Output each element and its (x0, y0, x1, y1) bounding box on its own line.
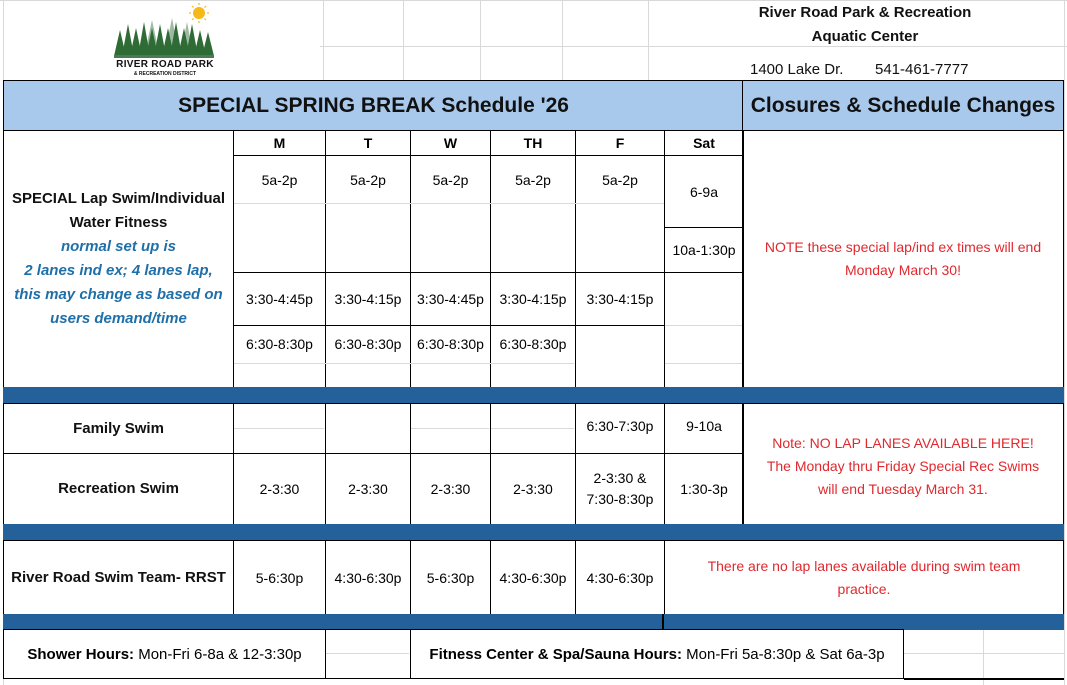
family-t (325, 403, 411, 454)
lap-morning-f (575, 155, 665, 273)
logo-name: RIVER ROAD PARK (116, 59, 214, 70)
lap-afternoon-f: 3:30-4:15p (575, 272, 665, 326)
shower-hours-value: Mon-Fri 6-8a & 12-3:30p (134, 645, 302, 663)
fitness-hours-cell (410, 629, 904, 679)
gridline (320, 46, 1067, 47)
org-name: River Road Park & Recreation (758, 4, 972, 21)
footer-bottom-border (904, 678, 1064, 680)
lap-morning-t (325, 155, 411, 273)
lap-swim-note-4: users demand/time (50, 310, 187, 327)
rec-t: 2-3:30 (325, 453, 411, 525)
rec-closure-note-3: will end Tuesday March 31. (818, 480, 988, 497)
lap-morning-m (233, 155, 326, 273)
team-t: 4:30-6:30p (325, 540, 411, 615)
day-header-w: W (410, 130, 491, 156)
day-header-f: F (575, 130, 665, 156)
gridline (411, 428, 489, 429)
rec-swim-label: Recreation Swim (3, 453, 234, 525)
lap-swim-note-3: this may change as based on (14, 286, 223, 303)
gridline (234, 203, 664, 204)
swim-team-label: River Road Swim Team- RRST (3, 540, 234, 615)
time-text: 6:30-8:30p (246, 336, 313, 352)
rec-closure-note-cell (742, 403, 1064, 525)
day-header-t: T (325, 130, 411, 156)
lap-afternoon-m: 3:30-4:45p (233, 272, 326, 326)
lap-evening-th (490, 325, 576, 388)
gridline (403, 0, 404, 80)
page-title (3, 80, 744, 131)
shower-hours-cell (3, 629, 326, 679)
family-f: 6:30-7:30p (575, 403, 665, 454)
time-text: 6:30-8:30p (334, 336, 402, 352)
gridline (665, 325, 743, 326)
gridline (904, 653, 1064, 654)
lap-swim-note-2: 2 lanes ind ex; 4 lanes lap, (24, 262, 213, 279)
section-divider (3, 614, 1064, 630)
gridline (665, 363, 743, 364)
gridline (234, 363, 574, 364)
org-facility: Aquatic Center (811, 28, 919, 45)
lap-morning-w (410, 155, 491, 273)
fitness-hours-value: Mon-Fri 5a-8:30p & Sat 6a-3p (681, 645, 885, 663)
time-text: 6:30-8:30p (417, 336, 484, 352)
rec-f-line1: 2-3:30 & (593, 470, 647, 486)
time-text: 6:30-8:30p (499, 336, 567, 352)
lap-evening-f-empty (575, 325, 665, 388)
closures-title (742, 80, 1064, 131)
section-divider (3, 387, 1064, 404)
team-th: 4:30-6:30p (490, 540, 576, 615)
rec-closure-note-1: Note: NO LAP LANES AVAILABLE HERE! (772, 434, 1034, 451)
gridline (648, 0, 649, 80)
time-text: 5a-2p (432, 172, 469, 188)
day-header-th: TH (490, 130, 576, 156)
lap-evening-t (325, 325, 411, 388)
time-text: 5a-2p (350, 172, 386, 188)
lap-sat-empty (664, 272, 744, 388)
rec-m: 2-3:30 (233, 453, 326, 525)
team-f: 4:30-6:30p (575, 540, 665, 615)
shower-hours-label: Shower Hours: (27, 645, 135, 663)
rec-f (575, 453, 665, 525)
lap-swim-label-cell (3, 130, 234, 388)
gridline (323, 0, 324, 80)
lap-sat-2: 10a-1:30p (664, 227, 744, 273)
day-header-sat: Sat (664, 130, 744, 156)
family-sat: 9-10a (664, 403, 744, 454)
rec-th: 2-3:30 (490, 453, 576, 525)
forest-sun-logo-icon (112, 2, 222, 60)
logo-subtitle: & RECREATION DISTRICT (133, 71, 197, 77)
lap-closure-note-cell (742, 130, 1064, 388)
gridline (562, 0, 563, 80)
lap-morning-th (490, 155, 576, 273)
gridline (234, 428, 324, 429)
family-swim-label: Family Swim (3, 403, 234, 454)
gridline (0, 0, 1067, 1)
gridline (983, 630, 984, 685)
team-w: 5-6:30p (410, 540, 491, 615)
lap-afternoon-t: 3:30-4:15p (325, 272, 411, 326)
lap-afternoon-th: 3:30-4:15p (490, 272, 576, 326)
rec-closure-note-2: The Monday thru Friday Special Rec Swims (766, 457, 1040, 474)
team-note: There are no lap lanes available during swim team practice. (707, 557, 1021, 597)
rec-f-line2: 7:30-8:30p (586, 491, 654, 507)
gridline (1064, 0, 1065, 685)
lap-swim-label: SPECIAL Lap Swim/Individual Water Fitness (11, 190, 226, 231)
rec-sat: 1:30-3p (664, 453, 744, 525)
divider-tick (662, 614, 664, 630)
lap-evening-m (233, 325, 326, 388)
lap-evening-w (410, 325, 491, 388)
fitness-hours-label: Fitness Center & Spa/Sauna Hours: (429, 645, 682, 663)
lap-sat-1: 6-9a (664, 155, 744, 228)
logo (112, 2, 222, 78)
gridline (491, 428, 574, 429)
lap-swim-note-1: normal set up is (60, 238, 177, 255)
org-phone: 541-461-7777 (875, 61, 969, 78)
lap-afternoon-w: 3:30-4:45p (410, 272, 491, 326)
lap-closure-note: NOTE these special lap/ind ex times will end Monday March 30! (764, 239, 1042, 278)
org-address: 1400 Lake Dr. (750, 61, 844, 78)
time-text: 5a-2p (261, 172, 298, 188)
closures-title-text: Closures & Schedule Changes (750, 93, 1056, 117)
team-m: 5-6:30p (233, 540, 326, 615)
gridline (326, 653, 409, 654)
rec-w: 2-3:30 (410, 453, 491, 525)
footer-empty-cell (325, 629, 411, 679)
gridline (480, 0, 481, 80)
section-divider (3, 524, 1064, 541)
team-note-cell (664, 540, 1064, 615)
page-title-text: SPECIAL SPRING BREAK Schedule '26 (178, 93, 569, 117)
day-header-m: M (233, 130, 326, 156)
time-text: 5a-2p (602, 172, 638, 188)
time-text: 5a-2p (515, 172, 551, 188)
